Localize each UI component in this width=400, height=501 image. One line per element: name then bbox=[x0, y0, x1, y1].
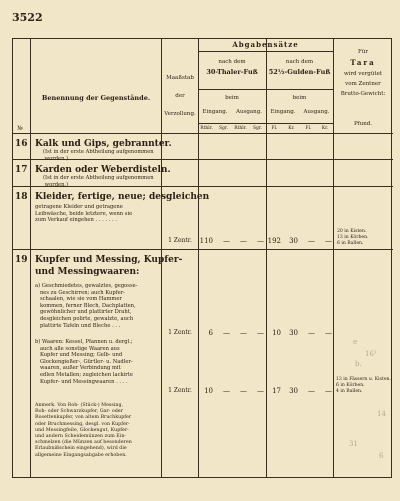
thaler-group-2: 30-Thaler-Fuß bbox=[206, 68, 258, 76]
header-bottom-rule bbox=[13, 133, 393, 134]
gulden-in: 17 bbox=[272, 387, 281, 395]
tara-values: 13 in Fässern u. Kisten. 6 in Körben. 4 in Ballen. bbox=[336, 377, 391, 394]
tara-head-3: wird vergütet bbox=[343, 71, 383, 77]
measure: 1 Zentr. bbox=[168, 387, 192, 394]
dash: — bbox=[223, 387, 230, 395]
col-measure-1: Maaßstab bbox=[166, 75, 194, 81]
tara-head-1: Für bbox=[358, 49, 368, 55]
gulden-group-1: nach dem bbox=[285, 59, 314, 65]
item-description: getragene Kleider und getragene Leibwäsche, beide letztere, wenn sie zum Verkauf eingehen . . . . . . . bbox=[35, 204, 133, 224]
gulden-group-2: 52½-Gulden-Fuß bbox=[268, 68, 331, 76]
dash: — bbox=[257, 237, 264, 245]
unit-sgr: Sgr. bbox=[252, 126, 263, 131]
header-rule bbox=[198, 123, 333, 124]
tara-head-5: Brutto-Gewicht: bbox=[340, 91, 386, 97]
col-name-header: Benennung der Gegenstände. bbox=[41, 94, 151, 102]
thaler-in: 110 bbox=[199, 237, 213, 245]
item-title: Kalk und Gips, gebrannter. bbox=[35, 139, 172, 149]
tariff-table bbox=[12, 38, 392, 478]
header-rule bbox=[198, 89, 333, 90]
dash: — bbox=[325, 237, 332, 245]
tara-values: 20 in Kisten. 13 in Körben. 6 in Ballen. bbox=[337, 229, 369, 246]
dash: — bbox=[240, 387, 247, 395]
dash: — bbox=[325, 329, 332, 337]
dash: — bbox=[308, 329, 315, 337]
dash: — bbox=[308, 387, 315, 395]
gulden-in-kr: 30 bbox=[289, 387, 298, 395]
unit-sgr: Sgr. bbox=[218, 126, 229, 131]
dash: — bbox=[325, 387, 332, 395]
item-title-continued: und Messingwaaren: bbox=[35, 267, 140, 277]
dash: — bbox=[223, 329, 230, 337]
ausgang-thaler: Ausgang. bbox=[236, 109, 262, 115]
dash: — bbox=[257, 329, 264, 337]
gulden-in: 10 bbox=[272, 329, 281, 337]
row-number: 16 bbox=[15, 139, 28, 149]
item-note: (Ist in der erste Abtheilung aufgenommen worden.) bbox=[43, 175, 154, 188]
dash: — bbox=[308, 237, 315, 245]
header-rule bbox=[198, 51, 333, 52]
unit-fl: Fl. bbox=[271, 126, 278, 131]
tara-head-2: Tara bbox=[350, 58, 376, 67]
eingang-thaler: Eingang. bbox=[202, 109, 228, 115]
annotation-note: Anmerk. Von Roh- (Stück-) Messing, Roh- oder Schwarzkupfer, Gar- oder Rosettenkupfer, von altem Bruchkupfer oder Bruchmessing, desgl. von Kupfer- und Messingfeile, Glockengut, Kupfer- und andern Scheidemünzen zum Ein- schmelzen (die Münzen auf besonderen Erlaubnißschein eingehend), wird die allgemeine Eingangsabgabe erhoben. bbox=[35, 403, 132, 458]
number-mark: № bbox=[17, 125, 23, 132]
col-divider bbox=[198, 39, 199, 477]
row-number: 19 bbox=[15, 255, 28, 265]
bleed-mark: b. bbox=[355, 360, 362, 368]
dash: — bbox=[257, 387, 264, 395]
measure: 1 Zentr. bbox=[168, 329, 192, 336]
thaler-in: 10 bbox=[204, 387, 213, 395]
bleed-mark: 6 bbox=[379, 452, 384, 460]
col-divider bbox=[266, 39, 267, 477]
section-title: Abgabensätze bbox=[232, 40, 299, 49]
row-number: 18 bbox=[15, 192, 28, 202]
unit-rthlr: Rthlr. bbox=[234, 126, 247, 131]
beim-gulden: beim bbox=[292, 95, 307, 101]
item-subsection-a: a) Geschmiedetes, gewalztes, gegosse- nes zu Geschirren; auch Kupfer- schaalen, wie sie vom Hammer kommen, ferner Blech, Dachplatten, gewöhnlicher und plattirter Draht, desgleichen polirte, gewalzte, auch plattirte Tafeln und Bleche . . . bbox=[35, 283, 138, 329]
thaler-group-1: nach dem bbox=[218, 59, 246, 65]
bleed-mark: 31 bbox=[349, 440, 358, 448]
gulden-in-kr: 30 bbox=[289, 329, 298, 337]
col-divider bbox=[333, 39, 334, 477]
item-title: Karden oder Weberdisteln. bbox=[35, 165, 171, 175]
beim-thaler: beim bbox=[225, 95, 239, 101]
row-number: 17 bbox=[15, 165, 28, 175]
item-subsection-b: b) Waaren: Kessel, Pfannen u. dergl.; auch alle sonstige Waaren aus Kupfer und Messing; Gelb- und Glockengießer-, Gürtler- u. Nadler- waaren, außer Verbindung mit edlen Metallen; zugleichen lackirte Kupfer- und Messingwaaren . . . . bbox=[35, 339, 133, 385]
thaler-in-sgr: — bbox=[223, 237, 230, 245]
item-note: (Ist in der erste Abtheilung aufgenommen worden.) bbox=[43, 149, 154, 162]
bleed-mark: 14 bbox=[377, 410, 386, 418]
unit-kr: Kr. bbox=[288, 126, 295, 131]
unit-kr: Kr. bbox=[321, 126, 329, 131]
row-rule bbox=[13, 249, 393, 250]
col-measure-2: der bbox=[175, 93, 185, 99]
dash: — bbox=[240, 329, 247, 337]
thaler-in: 6 bbox=[208, 329, 213, 337]
page-number: 3522 bbox=[12, 11, 43, 24]
item-title: Kupfer und Messing, Kupfer- bbox=[35, 255, 183, 265]
unit-rthlr: Rthlr. bbox=[200, 126, 213, 131]
dash: — bbox=[240, 237, 247, 245]
col-measure-3: Verzollung. bbox=[164, 111, 196, 117]
bleed-mark: e bbox=[353, 338, 358, 346]
item-title: Kleider, fertige, neue; desgleichen bbox=[35, 192, 210, 202]
gulden-in: 192 bbox=[267, 237, 281, 245]
ausgang-gulden: Ausgang. bbox=[303, 109, 330, 115]
gulden-in-kr: 30 bbox=[289, 237, 298, 245]
measure: 1 Zentr. bbox=[168, 237, 192, 244]
bleed-mark: 16¹ bbox=[365, 350, 377, 358]
eingang-gulden: Eingang. bbox=[270, 109, 296, 115]
pfund-label: Pfund. bbox=[353, 121, 373, 127]
unit-fl: Fl. bbox=[305, 126, 312, 131]
col-divider bbox=[30, 39, 31, 477]
tara-head-4: vom Zentner bbox=[345, 81, 381, 87]
